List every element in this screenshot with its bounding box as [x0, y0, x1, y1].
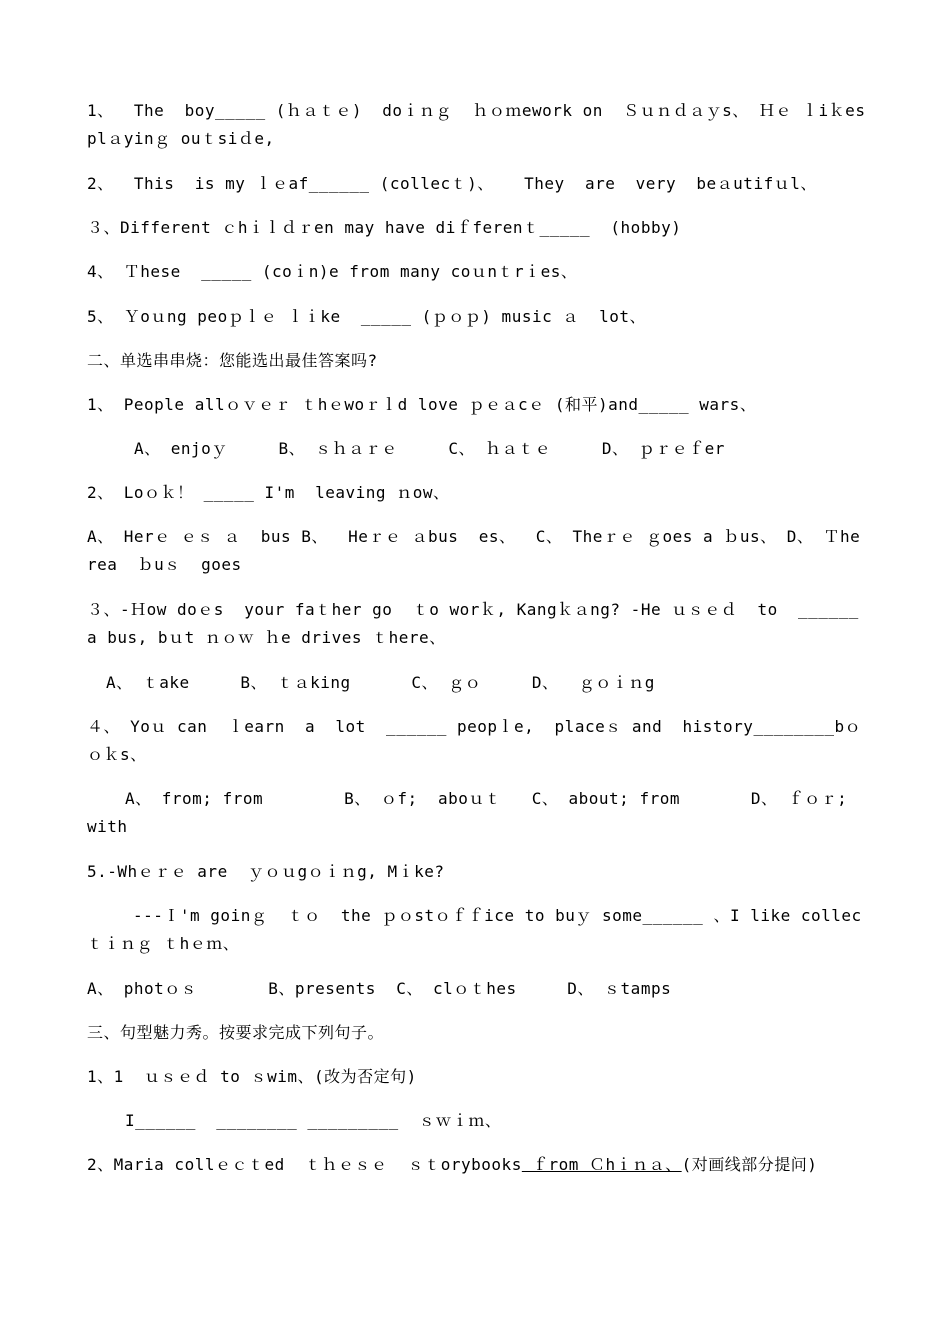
underlined-phrase: ｆrom Ｃhｉｎａ、 [521, 1155, 682, 1174]
mc-question-2: 2、 Loｏｋ！ _____ I'm leaving ｎow、 [87, 483, 450, 502]
mc-question-4-options: A、 from; from B、 ｏf; aboｕｔ C、 about; from D、 ｆｏｒ; with [87, 789, 858, 836]
mc-question-3-options: A、 ｔake B、 ｔａking C、 ｇｏ D、 ｇｏｉｎg [106, 673, 655, 692]
mc-question-3: ３、-Ｈow doｅs your faｔher go ｔo worｋ, Kangｋａng? -He ｕｓｅｄ to ______a bus, bｕt ｎｏｗ ｈe drives ｔhere、 [87, 600, 859, 647]
mc-question-5: 5.-Whｅｒｅ are ｙｏｕgｏｉｎg, Mｉke? [87, 862, 445, 881]
fill-blank-question-2: 2、 This is my ｌｅaf______ (collecｔ)、 They are very beａutifｕl、 [87, 174, 817, 193]
fill-blank-question-3: ３、Different ｃhｉｌｄｒen may have diｆferenｔ_____ (hobby) [87, 218, 682, 237]
mc-question-1: 1、 People allｏｖｅｒ ｔhｅwoｒｌd love ｐｅａcｅ (和平)and_____ wars、 [87, 395, 757, 414]
mc-question-5-answer-line: ---Ｉ'm goinｇ ｔｏ the ｐｏstｏｆｆice to buｙ some______ 、I like collecｔｉｎｇ ｔhｅｍ、 [87, 906, 862, 953]
fill-blank-question-1: 1、 The boy_____ (ｈａｔｅ) doｉｎｇ ｈｏｍework on Ｓｕｎｄａｙs、 Ｈｅ ｌiｋes plａyinｇ ouｔsiｄe, [87, 101, 886, 148]
fill-blank-question-5: 5、 Ｙoｕng peoｐｌｅ ｌｉke _____ (ｐｏｐ) music ａ lot、 [87, 307, 647, 326]
mc-question-2-options: A、 Herｅ ｅｓ ａ bus B、 Heｒｅ ａbus es、 C、 Theｒｅ ｇoes a ｂus、 D、 Ｔherea ｂuｓ goes [87, 527, 861, 574]
sentence-question-1-blanks: I______ ________ _________ ｓｗｉｍ、 [125, 1111, 502, 1130]
mc-question-1-options: A、 enjoｙ B、 ｓｈａｒｅ C、 ｈａｔｅ D、 ｐｒｅｆer [134, 439, 725, 458]
sentence-question-2 [87, 1151, 867, 1179]
mc-question-4: ４、 Yoｕ can ｌearn a lot ______ peopｌe, placeｓ and history________bｏｏｋs、 [87, 717, 862, 764]
section-3-heading: 三、句型魅力秀。按要求完成下列句子。 [87, 1023, 385, 1042]
sentence-question-2-instruction: (对画线部分提问) [681, 1155, 818, 1174]
sentence-question-1: 1、1 ｕｓｅｄ to ｓwim、(改为否定句) [87, 1067, 417, 1086]
section-2-heading: 二、单选串串烧：您能选出最佳答案吗? [87, 351, 378, 370]
mc-question-5-options: A、 photｏｓ B、presents C、 clｏｔhes D、 ｓtamps [87, 979, 672, 998]
sentence-question-2-text: 2、Maria collｅｃｔed ｔｈｅｓｅ ｓｔorybooks [87, 1155, 522, 1174]
fill-blank-question-4: 4、 Ｔhese _____ (coｉn)e from many coｕnｔrｉes、 [87, 262, 578, 281]
